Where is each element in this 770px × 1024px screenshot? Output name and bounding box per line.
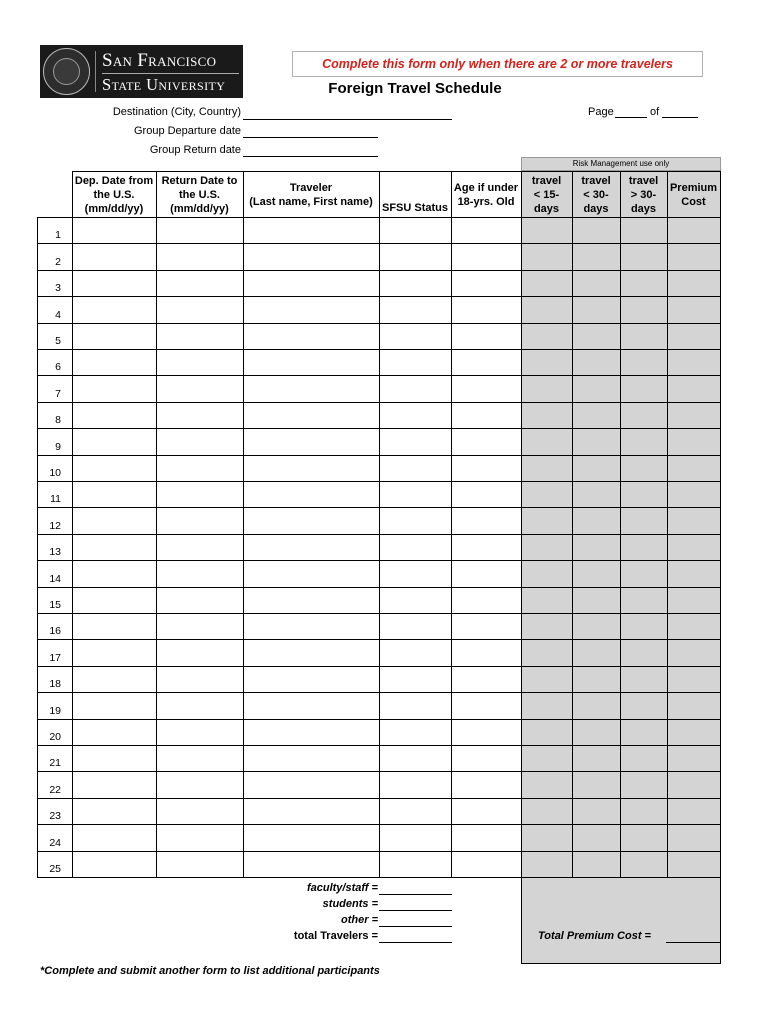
row-number: 2 <box>55 255 61 268</box>
total-travelers-label: total Travelers = <box>293 930 378 942</box>
table-cell[interactable] <box>573 403 620 428</box>
table-cell[interactable] <box>573 772 620 797</box>
total-travelers-field[interactable] <box>379 942 452 943</box>
footnote: *Complete and submit another form to list additional participants <box>40 965 380 977</box>
row-number: 16 <box>49 625 61 638</box>
table-cell[interactable] <box>522 429 572 454</box>
column-rule <box>720 171 721 878</box>
table-cell[interactable] <box>452 746 521 771</box>
table-cell[interactable] <box>244 403 379 428</box>
table-cell[interactable] <box>522 640 572 665</box>
table-cell[interactable] <box>244 218 379 243</box>
table-cell[interactable] <box>621 825 667 850</box>
table-cell[interactable] <box>452 772 521 797</box>
table-cell[interactable] <box>573 456 620 481</box>
table-cell[interactable] <box>573 746 620 771</box>
table-cell[interactable] <box>522 456 572 481</box>
table-cell[interactable] <box>573 508 620 533</box>
table-cell[interactable] <box>157 535 243 560</box>
row-number: 7 <box>55 387 61 400</box>
table-cell[interactable] <box>452 640 521 665</box>
row-number: 15 <box>49 599 61 611</box>
table-cell[interactable] <box>73 852 156 877</box>
table-cell[interactable] <box>621 324 667 349</box>
table-cell[interactable] <box>668 429 720 454</box>
table-cell[interactable] <box>668 350 720 375</box>
table-cell[interactable] <box>522 324 572 349</box>
table-cell[interactable] <box>668 508 720 533</box>
table-cell[interactable] <box>621 561 667 586</box>
table-cell[interactable] <box>380 825 451 850</box>
table-cell[interactable] <box>73 271 156 296</box>
table-cell[interactable] <box>452 350 521 375</box>
table-cell[interactable] <box>157 297 243 322</box>
table-cell[interactable] <box>380 271 451 296</box>
table-cell[interactable] <box>452 482 521 507</box>
table-cell[interactable] <box>73 456 156 481</box>
table-cell[interactable] <box>380 324 451 349</box>
table-cell[interactable] <box>668 403 720 428</box>
table-cell[interactable] <box>380 218 451 243</box>
total-premium-label: Total Premium Cost = <box>538 930 651 942</box>
faculty-staff-total-label: faculty/staff = <box>306 882 378 894</box>
table-cell[interactable] <box>452 271 521 296</box>
table-cell[interactable] <box>380 429 451 454</box>
table-cell[interactable] <box>380 772 451 797</box>
table-cell[interactable] <box>380 561 451 586</box>
table-cell[interactable] <box>380 297 451 322</box>
table-cell[interactable] <box>157 324 243 349</box>
table-cell[interactable] <box>522 746 572 771</box>
table-cell[interactable] <box>157 271 243 296</box>
table-cell[interactable] <box>157 746 243 771</box>
row-number: 24 <box>49 836 61 849</box>
table-cell[interactable] <box>621 720 667 745</box>
table-cell[interactable] <box>380 720 451 745</box>
table-cell[interactable] <box>573 720 620 745</box>
other-total-label: other = <box>341 914 378 926</box>
table-cell[interactable] <box>522 535 572 560</box>
table-cell[interactable] <box>452 218 521 243</box>
table-cell[interactable] <box>573 297 620 322</box>
table-cell[interactable] <box>452 456 521 481</box>
table-cell[interactable] <box>73 799 156 824</box>
risk-management-header: Risk Management use only <box>521 157 721 171</box>
table-cell[interactable] <box>522 799 572 824</box>
table-cell[interactable] <box>73 667 156 692</box>
column-header-1: Dep. Date from the U.S. (mm/dd/yy) <box>74 175 154 215</box>
table-cell[interactable] <box>452 297 521 322</box>
table-cell[interactable] <box>244 376 379 401</box>
table-cell[interactable] <box>452 535 521 560</box>
table-cell[interactable] <box>452 376 521 401</box>
table-cell[interactable] <box>244 852 379 877</box>
table-cell[interactable] <box>157 693 243 718</box>
table-cell[interactable] <box>522 852 572 877</box>
table-cell[interactable] <box>73 535 156 560</box>
table-cell[interactable] <box>522 218 572 243</box>
table-cell[interactable] <box>452 614 521 639</box>
logo-divider <box>95 51 96 92</box>
table-cell[interactable] <box>244 429 379 454</box>
departure-date-label: Group Departure date <box>133 125 241 137</box>
table-cell[interactable] <box>244 561 379 586</box>
table-cell[interactable] <box>573 535 620 560</box>
table-cell[interactable] <box>621 852 667 877</box>
sfsu-logo <box>40 45 243 98</box>
table-cell[interactable] <box>621 218 667 243</box>
row-number: 20 <box>49 731 61 743</box>
table-cell[interactable] <box>573 799 620 824</box>
row-number: 25 <box>49 863 61 875</box>
table-cell[interactable] <box>573 244 620 269</box>
table-cell[interactable] <box>573 825 620 850</box>
table-cell[interactable] <box>244 350 379 375</box>
table-cell[interactable] <box>244 640 379 665</box>
table-cell[interactable] <box>621 350 667 375</box>
table-cell[interactable] <box>244 508 379 533</box>
table-cell[interactable] <box>244 720 379 745</box>
table-cell[interactable] <box>452 429 521 454</box>
table-cell[interactable] <box>157 403 243 428</box>
summary-bottom-rule <box>521 963 721 964</box>
page-total-field[interactable] <box>662 117 698 118</box>
table-cell[interactable] <box>668 693 720 718</box>
table-cell[interactable] <box>522 825 572 850</box>
premium-summary-shade <box>521 877 720 963</box>
row-number: 19 <box>49 704 61 717</box>
table-cell[interactable] <box>452 825 521 850</box>
table-cell[interactable] <box>244 535 379 560</box>
table-cell[interactable] <box>621 799 667 824</box>
table-cell[interactable] <box>621 535 667 560</box>
students-total-field[interactable] <box>379 910 452 911</box>
table-cell[interactable] <box>157 376 243 401</box>
table-cell[interactable] <box>157 456 243 481</box>
table-cell[interactable] <box>621 588 667 613</box>
table-cell[interactable] <box>157 508 243 533</box>
table-cell[interactable] <box>668 720 720 745</box>
table-cell[interactable] <box>157 720 243 745</box>
table-cell[interactable] <box>668 852 720 877</box>
header-top-rule <box>72 171 721 172</box>
table-cell[interactable] <box>73 614 156 639</box>
table-cell[interactable] <box>244 746 379 771</box>
page-label: Page <box>588 106 614 118</box>
table-cell[interactable] <box>668 561 720 586</box>
destination-label: Destination (City, Country) <box>112 106 241 118</box>
table-cell[interactable] <box>73 403 156 428</box>
table-cell[interactable] <box>452 720 521 745</box>
table-cell[interactable] <box>157 667 243 692</box>
table-cell[interactable] <box>522 588 572 613</box>
table-cell[interactable] <box>668 324 720 349</box>
table-cell[interactable] <box>244 588 379 613</box>
row-number: 11 <box>50 493 61 506</box>
row-number: 3 <box>55 282 61 295</box>
table-cell[interactable] <box>573 271 620 296</box>
table-cell[interactable] <box>380 535 451 560</box>
row-number: 9 <box>55 440 61 453</box>
table-cell[interactable] <box>621 456 667 481</box>
table-cell[interactable] <box>668 244 720 269</box>
table-cell[interactable] <box>522 244 572 269</box>
logo-line-2: State University <box>102 75 226 94</box>
table-cell[interactable] <box>668 825 720 850</box>
table-cell[interactable] <box>668 640 720 665</box>
table-cell[interactable] <box>668 746 720 771</box>
table-cell[interactable] <box>573 218 620 243</box>
row-number: 12 <box>49 519 61 532</box>
table-cell[interactable] <box>73 561 156 586</box>
table-cell[interactable] <box>522 614 572 639</box>
table-cell[interactable] <box>157 614 243 639</box>
table-cell[interactable] <box>73 772 156 797</box>
row-number: 17 <box>49 651 61 664</box>
table-cell[interactable] <box>73 508 156 533</box>
table-cell[interactable] <box>573 667 620 692</box>
table-cell[interactable] <box>621 746 667 771</box>
logo-line-1: San Francisco <box>102 50 217 71</box>
table-cell[interactable] <box>452 799 521 824</box>
table-cell[interactable] <box>380 244 451 269</box>
table-cell[interactable] <box>522 403 572 428</box>
table-cell[interactable] <box>380 350 451 375</box>
row-number: 8 <box>55 414 61 427</box>
table-cell[interactable] <box>621 271 667 296</box>
row-number: 10 <box>49 467 61 479</box>
table-cell[interactable] <box>668 376 720 401</box>
table-cell[interactable] <box>668 271 720 296</box>
table-cell[interactable] <box>73 218 156 243</box>
departure-date-field[interactable] <box>243 137 378 138</box>
table-cell[interactable] <box>668 772 720 797</box>
summary-right-rule <box>720 877 721 964</box>
table-cell[interactable] <box>244 825 379 850</box>
table-cell[interactable] <box>621 667 667 692</box>
table-cell[interactable] <box>621 297 667 322</box>
table-cell[interactable] <box>244 614 379 639</box>
table-cell[interactable] <box>573 614 620 639</box>
page-number-field[interactable] <box>615 117 647 118</box>
table-cell[interactable] <box>668 482 720 507</box>
table-cell[interactable] <box>73 376 156 401</box>
summary-left-rule <box>521 877 522 964</box>
table-cell[interactable] <box>522 482 572 507</box>
table-cell[interactable] <box>452 244 521 269</box>
table-cell[interactable] <box>157 244 243 269</box>
return-date-label: Group Return date <box>149 144 241 156</box>
table-cell[interactable] <box>73 746 156 771</box>
table-cell[interactable] <box>452 508 521 533</box>
row-number: 18 <box>49 678 61 691</box>
table-cell[interactable] <box>452 667 521 692</box>
table-cell[interactable] <box>73 588 156 613</box>
table-cell[interactable] <box>157 640 243 665</box>
table-cell[interactable] <box>573 429 620 454</box>
table-cell[interactable] <box>621 403 667 428</box>
table-cell[interactable] <box>573 852 620 877</box>
table-cell[interactable] <box>573 693 620 718</box>
table-cell[interactable] <box>668 456 720 481</box>
table-cell[interactable] <box>380 693 451 718</box>
table-cell[interactable] <box>157 561 243 586</box>
row-number: 4 <box>55 308 61 321</box>
table-cell[interactable] <box>668 588 720 613</box>
table-cell[interactable] <box>522 271 572 296</box>
table-cell[interactable] <box>380 403 451 428</box>
table-cell[interactable] <box>573 350 620 375</box>
column-header-9: Premium Cost <box>669 182 718 208</box>
table-cell[interactable] <box>157 588 243 613</box>
table-cell[interactable] <box>157 350 243 375</box>
notice-banner: Complete this form only when there are 2 or more travelers <box>292 51 703 77</box>
table-cell[interactable] <box>621 376 667 401</box>
table-cell[interactable] <box>380 852 451 877</box>
column-header-7: travel < 30- days <box>581 175 611 215</box>
table-cell[interactable] <box>573 324 620 349</box>
table-cell[interactable] <box>522 772 572 797</box>
table-cell[interactable] <box>668 218 720 243</box>
students-total-label: students = <box>322 898 378 910</box>
column-header-8: travel > 30- days <box>628 175 659 215</box>
table-cell[interactable] <box>452 693 521 718</box>
table-cell[interactable] <box>621 508 667 533</box>
row-number: 21 <box>49 757 61 770</box>
table-cell[interactable] <box>73 244 156 269</box>
table-cell[interactable] <box>157 799 243 824</box>
table-cell[interactable] <box>621 244 667 269</box>
table-cell[interactable] <box>573 640 620 665</box>
table-cell[interactable] <box>380 746 451 771</box>
table-cell[interactable] <box>73 720 156 745</box>
table-cell[interactable] <box>573 482 620 507</box>
row-number: 22 <box>49 783 61 796</box>
table-cell[interactable] <box>452 561 521 586</box>
table-cell[interactable] <box>522 667 572 692</box>
table-cell[interactable] <box>522 350 572 375</box>
table-cell[interactable] <box>244 799 379 824</box>
logo-rule <box>102 73 239 74</box>
row-number: 13 <box>49 546 61 559</box>
table-cell[interactable] <box>452 852 521 877</box>
table-cell[interactable] <box>621 429 667 454</box>
table-cell[interactable] <box>522 376 572 401</box>
table-cell[interactable] <box>452 324 521 349</box>
destination-field[interactable] <box>243 119 452 120</box>
table-cell[interactable] <box>244 667 379 692</box>
table-cell[interactable] <box>244 693 379 718</box>
other-total-field[interactable] <box>379 926 452 927</box>
page-of-label: of <box>650 106 660 118</box>
row-number: 6 <box>55 361 61 374</box>
table-cell[interactable] <box>157 772 243 797</box>
table-cell[interactable] <box>244 244 379 269</box>
row-number: 23 <box>49 810 61 823</box>
table-cell[interactable] <box>244 772 379 797</box>
table-cell[interactable] <box>621 693 667 718</box>
row-number: 14 <box>49 572 61 585</box>
table-cell[interactable] <box>452 403 521 428</box>
table-cell[interactable] <box>244 482 379 507</box>
table-cell[interactable] <box>73 429 156 454</box>
table-cell[interactable] <box>573 561 620 586</box>
column-header-4: SFSU Status <box>381 202 448 214</box>
faculty-staff-total-field[interactable] <box>379 894 452 895</box>
table-cell[interactable] <box>573 588 620 613</box>
table-cell[interactable] <box>522 720 572 745</box>
table-cell[interactable] <box>522 508 572 533</box>
table-cell[interactable] <box>157 218 243 243</box>
return-date-field[interactable] <box>243 156 378 157</box>
table-cell[interactable] <box>73 324 156 349</box>
table-cell[interactable] <box>73 825 156 850</box>
table-cell[interactable] <box>380 456 451 481</box>
table-cell[interactable] <box>157 482 243 507</box>
table-cell[interactable] <box>522 693 572 718</box>
table-cell[interactable] <box>73 297 156 322</box>
table-cell[interactable] <box>668 535 720 560</box>
table-cell[interactable] <box>157 825 243 850</box>
form-title: Foreign Travel Schedule <box>328 80 502 97</box>
table-cell[interactable] <box>621 772 667 797</box>
table-cell[interactable] <box>73 350 156 375</box>
table-cell[interactable] <box>73 482 156 507</box>
table-cell[interactable] <box>73 640 156 665</box>
table-cell[interactable] <box>621 614 667 639</box>
table-cell[interactable] <box>244 324 379 349</box>
total-premium-field[interactable] <box>666 942 720 943</box>
table-cell[interactable] <box>244 297 379 322</box>
table-cell[interactable] <box>380 376 451 401</box>
table-cell[interactable] <box>244 271 379 296</box>
table-cell[interactable] <box>668 799 720 824</box>
table-cell[interactable] <box>244 456 379 481</box>
column-header-2: Return Date to the U.S. (mm/dd/yy) <box>161 175 238 215</box>
column-header-5: Age if under 18-yrs. Old <box>453 182 519 208</box>
row-number: 5 <box>55 335 61 347</box>
table-cell[interactable] <box>380 799 451 824</box>
table-cell[interactable] <box>380 588 451 613</box>
row-number: 1 <box>55 229 61 242</box>
table-cell[interactable] <box>621 482 667 507</box>
table-cell[interactable] <box>573 376 620 401</box>
table-cell[interactable] <box>380 614 451 639</box>
table-cell[interactable] <box>522 561 572 586</box>
table-cell[interactable] <box>380 640 451 665</box>
table-cell[interactable] <box>380 482 451 507</box>
table-cell[interactable] <box>621 640 667 665</box>
table-cell[interactable] <box>668 614 720 639</box>
table-cell[interactable] <box>380 667 451 692</box>
table-cell[interactable] <box>380 508 451 533</box>
table-cell[interactable] <box>452 588 521 613</box>
table-cell[interactable] <box>668 667 720 692</box>
table-cell[interactable] <box>157 852 243 877</box>
seal-center <box>53 58 80 85</box>
table-cell[interactable] <box>668 297 720 322</box>
table-cell[interactable] <box>73 693 156 718</box>
column-header-6: travel < 15- days <box>531 175 562 215</box>
university-seal-icon <box>43 48 90 95</box>
table-cell[interactable] <box>157 429 243 454</box>
table-cell[interactable] <box>522 297 572 322</box>
column-header-3: Traveler (Last name, First name) <box>249 182 373 208</box>
